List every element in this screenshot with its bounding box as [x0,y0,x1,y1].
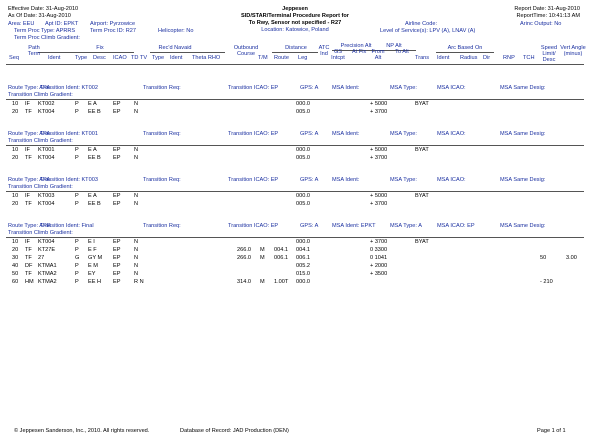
leg-cell: 000.0 [296,279,310,285]
msa-icao: MSA ICAO: [437,177,466,183]
leg-cell: 005.0 [296,201,310,207]
ident-cell: KTMA1 [38,263,57,269]
page-number: Page 1 of 1 [537,428,566,434]
transition-req: Transition Req: [143,85,181,91]
copyright: © Jeppesen Sanderson, Inc., 2010. All rights reserved. [14,428,150,434]
icao-cell: EP [113,239,121,245]
procedure-group [0,223,590,285]
seq-cell: 10 [12,239,19,245]
helicopter: Helicopter: No [158,28,194,34]
airport: Airport: Pyrzowice [90,21,136,27]
table-row [0,254,590,262]
speed-limit-cell: - 210 [540,279,553,285]
route-cell: 004.1 [274,247,288,253]
seq-cell: 10 [12,101,19,107]
transition-ident: Transition Ident: KT001 [40,131,98,137]
icao-cell: EP [113,193,121,199]
effective-date: Effective Date: 31-Aug-2010 [8,6,79,12]
desc-cell: E A [88,147,97,153]
database-of-record: Database of Record: JAD Production (DEN) [180,428,289,434]
td-tv-cell: N [134,155,139,161]
msa-same-desig: MSA Same Desig: [500,223,546,229]
msa-same-desig: MSA Same Desig: [500,85,546,91]
col-speed-limit: Speed Limit/ Desc [540,45,558,63]
ident-cell: KT003 [38,193,55,199]
table-row [0,100,590,108]
ident-cell: KT004 [38,155,55,161]
col-group-arc-based-on: Arc Based On [447,45,483,51]
outbound-course-cell: 314.0 [237,279,251,285]
td-tv-cell: N [134,239,139,245]
report-runway: To Rwy, Sensor not specified - R27 [248,20,342,26]
table-row [0,108,590,116]
desc-cell: EE B [88,109,101,115]
col-type: Type [75,55,88,61]
path-term-cell: TF [25,109,32,115]
route-type: Route Type: APR [8,223,51,229]
airline-code: Airline Code: [405,21,438,27]
col-at-fix: At Fix [352,49,367,55]
type-cell: P [75,247,79,253]
route-cell: 006.1 [274,255,288,261]
msa-type: MSA Type: [390,85,417,91]
msa-ident: MSA Ident: [332,85,360,91]
col-gs-intcpt: GS Intcpt [331,49,345,61]
col-group-np-alt: NP Alt [386,43,402,49]
col-td-tv: TD TV [131,55,148,61]
as-of-date: As Of Date: 31-Aug-2010 [8,13,71,19]
seq-cell: 20 [12,201,19,207]
transition-ident: Transition Ident: KT003 [40,177,98,183]
col-desc: Desc [93,55,106,61]
msa-ident: MSA Ident: EPKT [332,223,376,229]
from-alt-cell: + 5000 [370,147,388,153]
leg-cell: 000.0 [296,101,310,107]
table-row [0,238,590,246]
tm-cell: M [260,255,265,261]
type-cell: P [75,101,79,107]
gps: GPS: A [300,85,319,91]
msa-icao: MSA ICAO: [437,85,466,91]
from-alt-cell: 0 1041 [370,255,388,261]
col-rnp: RNP [503,55,515,61]
icao-cell: EP [113,263,121,269]
from-alt-cell: + 5000 [370,193,388,199]
term-proc-type: Term Proc Type: APRRS [14,28,76,34]
col-dir: Dir [483,55,491,61]
report-subtitle: SID/STAR/Terminal Procedure Report for [241,13,349,19]
icao-cell: EP [113,147,121,153]
report-time: ReportTime: 10:41:13 AM [516,13,580,19]
desc-cell: E I [88,239,95,245]
table-row [0,200,590,208]
msa-type: MSA Type: A [390,223,422,229]
transition-icao: Transition ICAO: EP [228,177,279,183]
td-tv-cell: N [134,247,139,253]
transition-ident: Transition Ident: Final [40,223,94,229]
desc-cell: E A [88,101,97,107]
report-date: Report Date: 31-Aug-2010 [514,6,580,12]
col-atc-ind: ATC Ind [318,45,330,57]
type-cell: P [75,155,79,161]
col-route: Route [274,55,289,61]
route-type: Route Type: APA [8,177,51,183]
route-cell: 1.00T [274,279,289,285]
type-cell: P [75,263,79,269]
leg-cell: 006.1 [296,255,310,261]
col-tm: T/M [258,55,268,61]
col-group-recd-navaid: Rec'd Navaid [158,45,192,51]
area: Area: EEU [8,21,35,27]
icao-cell: EP [113,101,121,107]
type-cell: P [75,239,79,245]
td-tv-cell: R N [134,279,144,285]
desc-cell: E A [88,193,97,199]
td-tv-cell: N [134,201,139,207]
from-alt-cell: + 3700 [370,109,388,115]
transition-climb-gradient: Transition Climb Gradient: [8,138,73,144]
col-trans: Trans [415,55,430,61]
path-term-cell: TF [25,255,32,261]
desc-cell: E M [88,263,98,269]
td-tv-cell: N [134,101,139,107]
icao-cell: EP [113,109,121,115]
desc-cell: E F [88,247,97,253]
msa-same-desig: MSA Same Desig: [500,177,546,183]
table-row [0,278,590,286]
ident-cell: KT004 [38,239,55,245]
gps: GPS: A [300,131,319,137]
desc-cell: EE B [88,201,101,207]
table-row [0,246,590,254]
path-term-cell: IF [25,193,30,199]
type-cell: P [75,147,79,153]
from-alt-cell: + 2000 [370,263,388,269]
col-leg: Leg [298,55,308,61]
transition-req: Transition Req: [143,131,181,137]
desc-cell: EY [88,271,96,277]
seq-cell: 10 [12,193,19,199]
from-alt-cell: 0 3300 [370,247,388,253]
icao-cell: EP [113,255,121,261]
table-row [0,270,590,278]
ident-cell: KT001 [38,147,55,153]
transition-icao: Transition ICAO: EP [228,131,279,137]
col-path-term: Path Term [27,45,41,57]
path-term-cell: HM [25,279,34,285]
col-nav-ident: Ident [170,55,183,61]
col-nav-type: Type [152,55,165,61]
path-term-cell: IF [25,147,30,153]
td-tv-cell: N [134,147,139,153]
location: Location: Katowice, Poland [261,27,329,33]
ident-cell: KT004 [38,109,55,115]
leg-cell: 000.0 [296,239,310,245]
col-to-alt: To Alt [395,49,409,55]
icao-cell: EP [113,247,121,253]
col-arc-ident: Ident [437,55,450,61]
term-proc-id: Term Proc ID: R27 [90,28,137,34]
leg-cell: 015.0 [296,271,310,277]
route-type: Route Type: APA [8,85,51,91]
type-cell: P [75,193,79,199]
col-seq: Seq [9,55,19,61]
seq-cell: 20 [12,109,19,115]
col-group-precision-alt: Precision Alt [340,43,372,49]
type-cell: P [75,201,79,207]
from-alt-cell: + 3700 [370,155,388,161]
outbound-course-cell: 266.0 [237,255,251,261]
path-term-cell: DF [25,263,33,269]
transition-req: Transition Req: [143,177,181,183]
td-tv-cell: N [134,109,139,115]
from-alt-cell: + 3700 [370,201,388,207]
trans-cell: BYAT [415,101,429,107]
term-proc-climb-gradient: Term Proc Climb Gradient: [14,35,80,41]
speed-limit-cell: 50 [540,255,547,261]
trans-cell: BYAT [415,147,429,153]
transition-climb-gradient: Transition Climb Gradient: [8,92,73,98]
ident-cell: KT004 [38,201,55,207]
msa-ident: MSA Ident: [332,177,360,183]
tm-cell: M [260,279,265,285]
path-term-cell: TF [25,271,32,277]
gps: GPS: A [300,223,319,229]
ident-cell: KT002 [38,101,55,107]
vert-angle-cell: 3.00 [566,255,577,261]
leg-cell: 000.0 [296,147,310,153]
col-group-distance: Distance [285,45,307,51]
route-type: Route Type: APA [8,131,51,137]
seq-cell: 20 [12,155,19,161]
msa-ident: MSA Ident: [332,131,360,137]
path-term-cell: TF [25,247,32,253]
leg-cell: 004.1 [296,247,310,253]
col-tch: TCH [523,55,535,61]
from-alt-cell: + 3500 [370,271,388,277]
icao-cell: EP [113,271,121,277]
msa-icao: MSA ICAO: [437,131,466,137]
icao-cell: EP [113,279,121,285]
type-cell: P [75,271,79,277]
seq-cell: 30 [12,255,19,261]
msa-type: MSA Type: [390,177,417,183]
trans-cell: BYAT [415,239,429,245]
icao-cell: EP [113,155,121,161]
transition-req: Transition Req: [143,223,181,229]
outbound-course-cell: 266.0 [237,247,251,253]
seq-cell: 40 [12,263,19,269]
path-term-cell: IF [25,101,30,107]
transition-climb-gradient: Transition Climb Gradient: [8,230,73,236]
trans-cell: BYAT [415,193,429,199]
seq-cell: 60 [12,279,19,285]
desc-cell: GY M [88,255,103,261]
seq-cell: 10 [12,147,19,153]
leg-cell: 000.0 [296,193,310,199]
transition-climb-gradient: Transition Climb Gradient: [8,184,73,190]
ident-cell: KTMA2 [38,271,57,277]
apt-id: Apt ID: EPKT [45,21,79,27]
msa-type: MSA Type: [390,131,417,137]
report-title: Jeppesen [282,6,308,12]
desc-cell: EE H [88,279,102,285]
td-tv-cell: N [134,193,139,199]
arinc-output: Arinc Output: No [520,21,562,27]
type-cell: P [75,109,79,115]
tm-cell: M [260,247,265,253]
col-vert-angle: Vert Angle (minus) [560,45,586,57]
path-term-cell: TF [25,155,32,161]
ident-cell: KT27E [38,247,56,253]
transition-icao: Transition ICAO: EP [228,223,279,229]
ident-cell: KTMA2 [38,279,57,285]
leg-cell: 005.0 [296,155,310,161]
td-tv-cell: N [134,255,139,261]
table-row [0,154,590,162]
transition-icao: Transition ICAO: EP [228,85,279,91]
msa-same-desig: MSA Same Desig: [500,131,546,137]
transition-ident: Transition Ident: KT002 [40,85,98,91]
ident-cell: 27 [38,255,45,261]
from-alt-cell: + 5000 [370,101,388,107]
path-term-cell: IF [25,239,30,245]
table-row [0,262,590,270]
td-tv-cell: N [134,263,139,269]
table-row [0,192,590,200]
table-row [0,146,590,154]
seq-cell: 50 [12,271,19,277]
col-radius: Radius [460,55,478,61]
col-theta-rho: Theta RHO [192,55,221,61]
type-cell: G [75,255,80,261]
icao-cell: EP [113,201,121,207]
col-from-alt: From Alt [371,49,385,61]
leg-cell: 005.2 [296,263,310,269]
path-term-cell: TF [25,201,32,207]
from-alt-cell: + 3700 [370,239,388,245]
col-outbound-course: Outbound Course [233,45,259,57]
td-tv-cell: N [134,271,139,277]
col-icao: ICAO [113,55,127,61]
leg-cell: 005.0 [296,109,310,115]
seq-cell: 20 [12,247,19,253]
col-group-fix: Fix [96,45,104,51]
type-cell: P [75,279,79,285]
gps: GPS: A [300,177,319,183]
col-ident: Ident [48,55,61,61]
level-of-service: Level of Service(s): LPV (A), LNAV (A) [380,28,476,34]
msa-icao: MSA ICAO: EP [437,223,475,229]
desc-cell: EE B [88,155,101,161]
